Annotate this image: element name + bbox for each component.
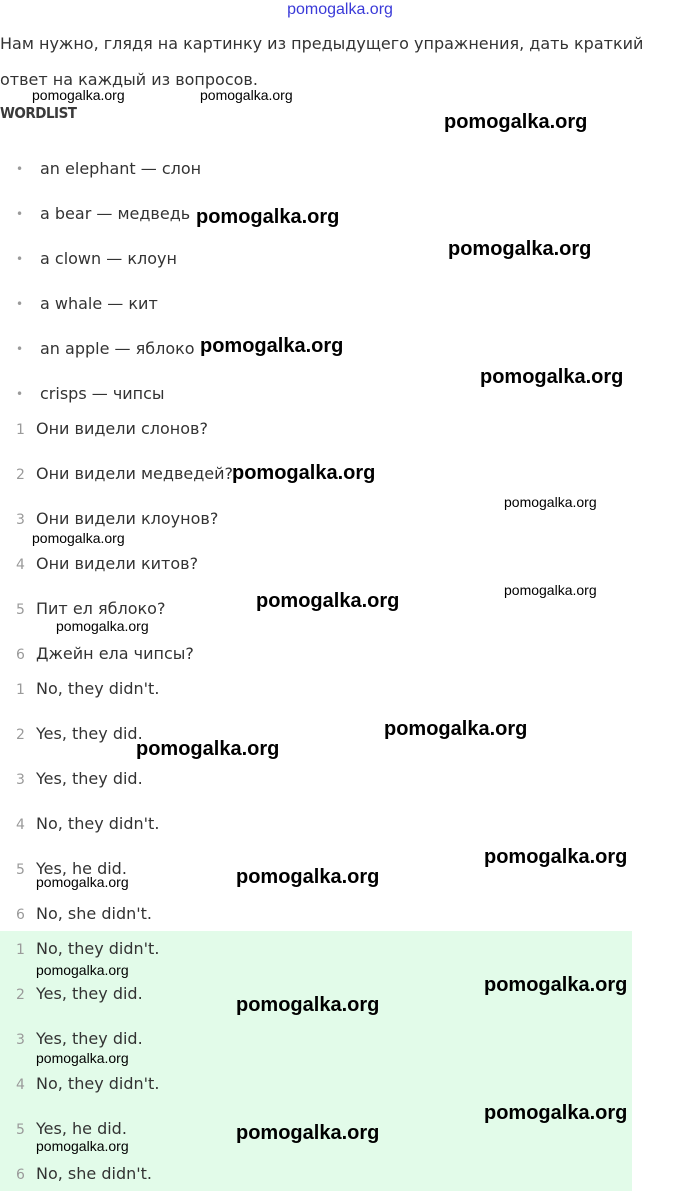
answer-text: Yes, they did. [36, 1029, 143, 1048]
question-text: Они видели китов? [36, 554, 199, 573]
wordlist-item-text: an apple — яблоко [40, 339, 195, 358]
watermark: pomogalka.org [480, 366, 624, 388]
answer-number: 2 [16, 727, 25, 743]
answer-text: No, she didn't. [36, 1164, 152, 1183]
answer-number: 2 [16, 987, 25, 1003]
answer-number: 5 [16, 862, 25, 878]
watermark: pomogalka.org [484, 974, 628, 996]
answer-text: Yes, they did. [36, 724, 143, 743]
highlighted-answer-row [16, 1119, 127, 1138]
answer-row [16, 724, 143, 743]
wordlist-item [16, 339, 195, 358]
bullet-icon: • [16, 162, 24, 176]
question-number: 3 [16, 512, 25, 528]
answer-text: No, they didn't. [36, 1074, 160, 1093]
wordlist-item-text: an elephant — слон [40, 159, 202, 178]
answer-number: 1 [16, 942, 25, 958]
watermark: pomogalka.org [136, 738, 280, 760]
answer-number: 6 [16, 907, 25, 923]
question-number: 1 [16, 422, 25, 438]
question-text: Они видели слонов? [36, 419, 208, 438]
wordlist-item-text: a clown — клоун [40, 249, 177, 268]
bullet-icon: • [16, 342, 24, 356]
watermark: pomogalka.org [256, 590, 400, 612]
question-text: Джейн ела чипсы? [36, 644, 194, 663]
watermark: pomogalka.org [504, 494, 597, 510]
watermark: pomogalka.org [196, 206, 340, 228]
answer-number: 3 [16, 1032, 25, 1048]
wordlist-item-text: a bear — медведь [40, 204, 191, 223]
watermark: pomogalka.org [32, 530, 125, 546]
answer-text: No, they didn't. [36, 814, 160, 833]
highlighted-answer-row [16, 984, 143, 1003]
bullet-icon: • [16, 297, 24, 311]
watermark: pomogalka.org [56, 618, 149, 634]
wordlist-item-text: a whale — кит [40, 294, 158, 313]
answer-row [16, 814, 159, 833]
answer-text: Yes, they did. [36, 984, 143, 1003]
question-number: 4 [16, 557, 25, 573]
wordlist-title: WORDLIST [0, 104, 77, 122]
answer-number: 5 [16, 1122, 25, 1138]
wordlist-item-text: crisps — чипсы [40, 384, 165, 403]
wordlist-item [16, 384, 165, 403]
site-header[interactable]: pomogalka.org [287, 1, 393, 18]
question-number: 2 [16, 467, 25, 483]
highlighted-answer-row [16, 1164, 152, 1183]
question-text: Они видели клоунов? [36, 509, 219, 528]
watermark: pomogalka.org [236, 866, 380, 888]
answer-number: 3 [16, 772, 25, 788]
question-row [16, 644, 194, 663]
answer-text: No, they didn't. [36, 939, 160, 958]
watermark: pomogalka.org [36, 1050, 129, 1066]
watermark: pomogalka.org [200, 87, 293, 103]
wordlist-item [16, 294, 158, 313]
question-text: Они видели медведей? [36, 464, 234, 483]
wordlist-item [16, 204, 190, 223]
answer-row [16, 769, 143, 788]
watermark: pomogalka.org [232, 462, 376, 484]
answer-text: No, she didn't. [36, 904, 152, 923]
question-number: 6 [16, 647, 25, 663]
watermark: pomogalka.org [448, 238, 592, 260]
answer-number: 4 [16, 817, 25, 833]
watermark: pomogalka.org [504, 582, 597, 598]
question-row [16, 419, 208, 438]
answer-text: Yes, he did. [36, 859, 127, 878]
watermark: pomogalka.org [484, 846, 628, 868]
watermark: pomogalka.org [36, 962, 129, 978]
answer-text: Yes, he did. [36, 1119, 127, 1138]
bullet-icon: • [16, 207, 24, 221]
question-row [16, 509, 218, 528]
watermark: pomogalka.org [236, 994, 380, 1016]
answer-text: Yes, they did. [36, 769, 143, 788]
answer-row [16, 904, 152, 923]
highlighted-answer-row [16, 939, 159, 958]
watermark: pomogalka.org [484, 1102, 628, 1124]
answer-number: 1 [16, 682, 25, 698]
question-row [16, 464, 233, 483]
answer-number: 6 [16, 1167, 25, 1183]
question-row [16, 599, 165, 618]
watermark: pomogalka.org [200, 335, 344, 357]
watermark: pomogalka.org [444, 111, 588, 133]
watermark: pomogalka.org [236, 1122, 380, 1144]
highlighted-answer-row [16, 1074, 159, 1093]
watermark: pomogalka.org [32, 87, 125, 103]
question-row [16, 554, 198, 573]
answer-text: No, they didn't. [36, 679, 160, 698]
answer-row [16, 679, 159, 698]
question-text: Пит ел яблоко? [36, 599, 166, 618]
answer-number: 4 [16, 1077, 25, 1093]
wordlist-item [16, 249, 177, 268]
bullet-icon: • [16, 387, 24, 401]
watermark: pomogalka.org [384, 718, 528, 740]
watermark: pomogalka.org [36, 874, 129, 890]
highlighted-answer-row [16, 1029, 143, 1048]
intro-text: Нам нужно, глядя на картинку из предыдущего упражнения, дать краткий ответ на каждый из вопросов. [0, 34, 644, 89]
watermark: pomogalka.org [36, 1138, 129, 1154]
bullet-icon: • [16, 252, 24, 266]
question-number: 5 [16, 602, 25, 618]
wordlist-item [16, 159, 201, 178]
